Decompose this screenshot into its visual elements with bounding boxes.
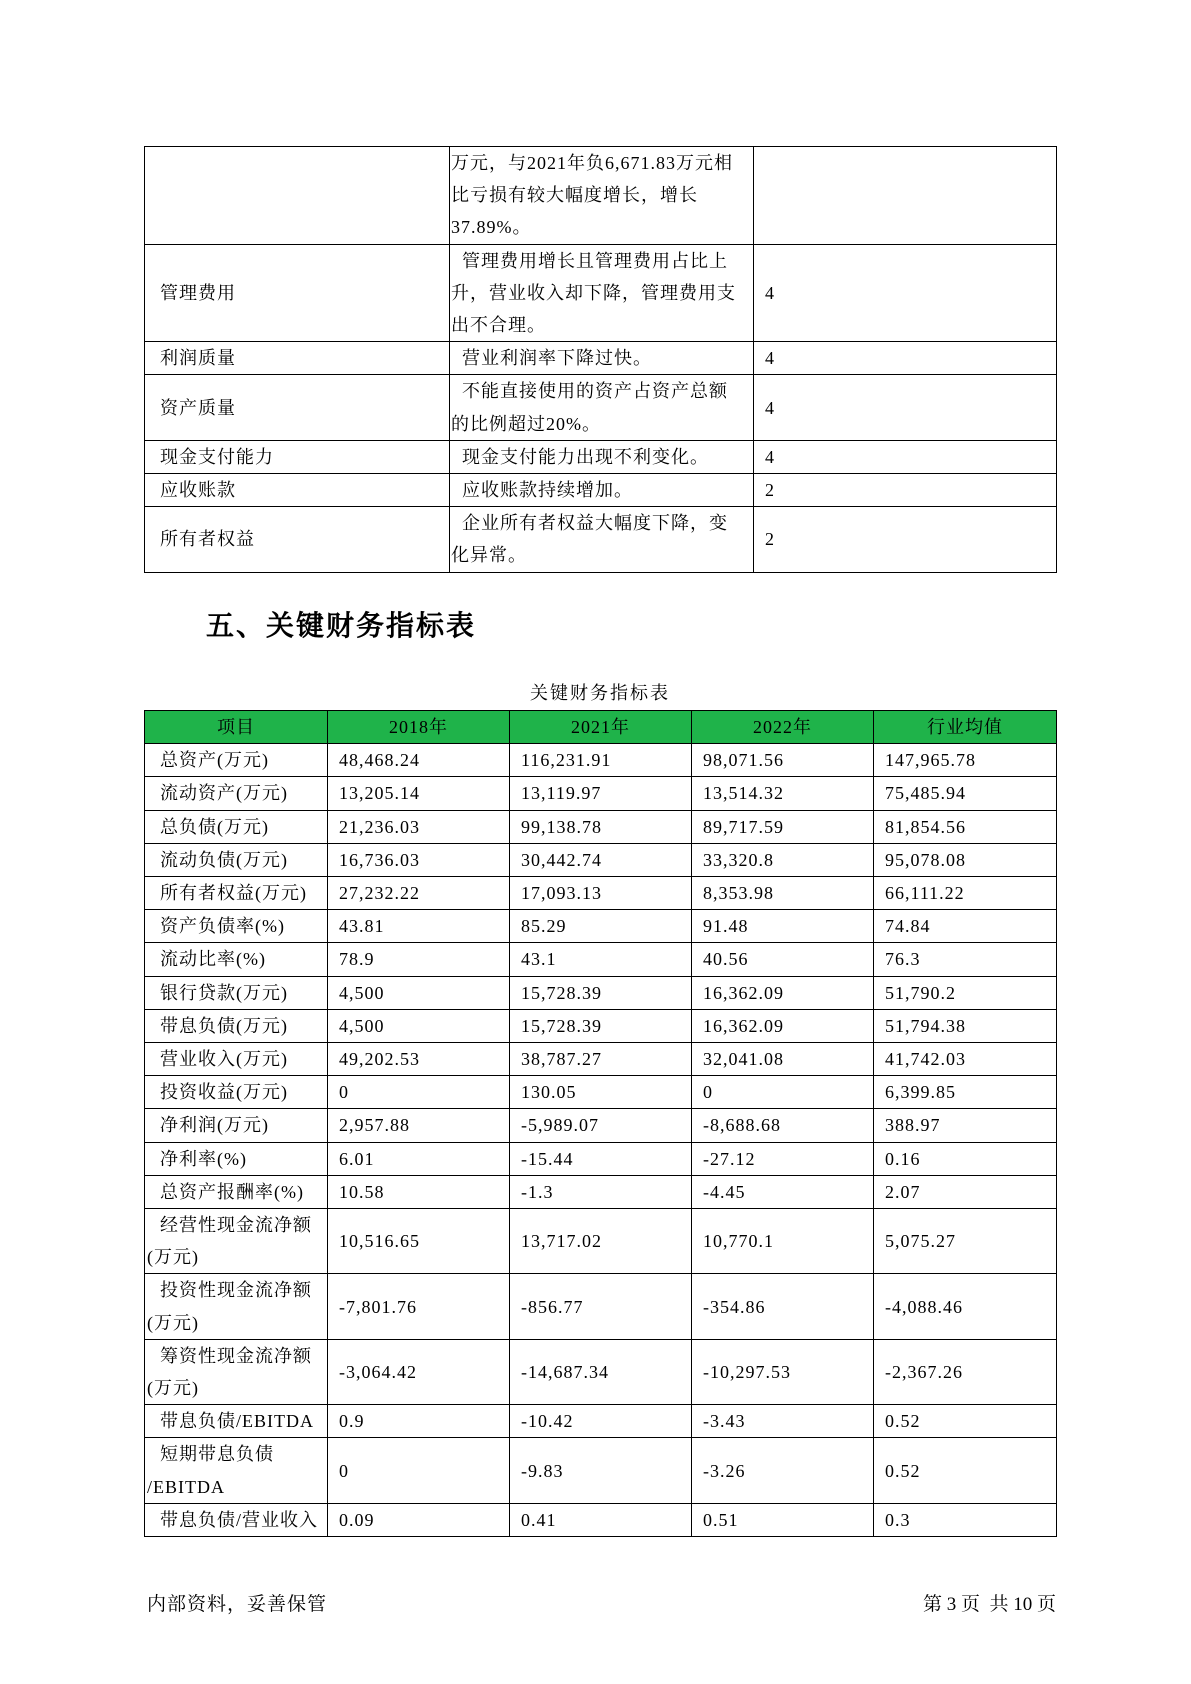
indicator-name: 筹资性现金流净额 (万元) — [145, 1339, 328, 1404]
value-2021: -15.44 — [510, 1142, 692, 1175]
value-industry-average: 388.97 — [874, 1109, 1057, 1142]
value-2022: -3.26 — [692, 1438, 874, 1503]
indicator-name: 经营性现金流净额 (万元) — [145, 1209, 328, 1274]
value-2021: -9.83 — [510, 1438, 692, 1503]
table-row — [145, 943, 1057, 976]
indicator-name: 总资产(万元) — [145, 744, 328, 777]
value-2021: 99,138.78 — [510, 810, 692, 843]
table-row — [145, 1405, 1057, 1438]
table-row — [145, 877, 1057, 910]
value-2018: 2,957.88 — [328, 1109, 510, 1142]
value-2018: -7,801.76 — [328, 1274, 510, 1339]
value-2021: 15,728.39 — [510, 976, 692, 1009]
confidential-notice: 内部资料，妥善保管 — [147, 1594, 328, 1615]
indicator-name: 资产负债率(%) — [145, 910, 328, 943]
value-2021: 30,442.74 — [510, 843, 692, 876]
value-2022: 0 — [692, 1076, 874, 1109]
value-2021: 116,231.91 — [510, 744, 692, 777]
indicator-name: 带息负债/EBITDA — [145, 1405, 328, 1438]
value-2018: 4,500 — [328, 976, 510, 1009]
risk-description: 应收账款持续增加。 — [450, 474, 754, 507]
table-row — [145, 375, 1057, 440]
value-industry-average: 76.3 — [874, 943, 1057, 976]
value-2018: 10.58 — [328, 1175, 510, 1208]
value-2018: 43.81 — [328, 910, 510, 943]
table-row — [145, 147, 1057, 245]
indicator-name: 净利率(%) — [145, 1142, 328, 1175]
value-2021: 43.1 — [510, 943, 692, 976]
value-industry-average: 0.52 — [874, 1405, 1057, 1438]
value-2018: 6.01 — [328, 1142, 510, 1175]
value-2018: 0.9 — [328, 1405, 510, 1438]
value-industry-average: 147,965.78 — [874, 744, 1057, 777]
indicator-name: 总负债(万元) — [145, 810, 328, 843]
value-2022: 32,041.08 — [692, 1043, 874, 1076]
column-header-2018: 2018年 — [328, 711, 510, 744]
value-2021: 17,093.13 — [510, 877, 692, 910]
value-industry-average: 5,075.27 — [874, 1209, 1057, 1274]
table-row — [145, 1142, 1057, 1175]
table-row — [145, 843, 1057, 876]
value-2022: -4.45 — [692, 1175, 874, 1208]
column-header-industry-average: 行业均值 — [874, 711, 1057, 744]
value-2018: 13,205.14 — [328, 777, 510, 810]
value-2021: 13,119.97 — [510, 777, 692, 810]
risk-assessment-table — [144, 146, 1057, 573]
value-2018: 0 — [328, 1076, 510, 1109]
table-row — [145, 1076, 1057, 1109]
risk-score: 4 — [754, 342, 1057, 375]
table-row — [145, 1009, 1057, 1042]
value-2021: -5,989.07 — [510, 1109, 692, 1142]
value-2022: -354.86 — [692, 1274, 874, 1339]
value-2018: 78.9 — [328, 943, 510, 976]
value-2022: -27.12 — [692, 1142, 874, 1175]
page-number: 第 3 页 共 10 页 — [922, 1594, 1056, 1615]
key-financial-indicator-table — [144, 710, 1057, 1537]
indicator-name: 投资性现金流净额 (万元) — [145, 1274, 328, 1339]
risk-item-label: 应收账款 — [145, 474, 450, 507]
value-2018: 10,516.65 — [328, 1209, 510, 1274]
indicator-header-row — [145, 711, 1057, 744]
value-industry-average: 95,078.08 — [874, 843, 1057, 876]
value-2021: -10.42 — [510, 1405, 692, 1438]
indicator-name: 带息负债(万元) — [145, 1009, 328, 1042]
indicator-name: 总资产报酬率(%) — [145, 1175, 328, 1208]
value-industry-average: 6,399.85 — [874, 1076, 1057, 1109]
indicator-name: 流动比率(%) — [145, 943, 328, 976]
table-caption: 关键财务指标表 — [530, 683, 670, 703]
risk-description: 现金支付能力出现不利变化。 — [450, 440, 754, 473]
risk-score: 4 — [754, 375, 1057, 440]
value-2022: 16,362.09 — [692, 1009, 874, 1042]
value-industry-average: 51,794.38 — [874, 1009, 1057, 1042]
value-2022: 40.56 — [692, 943, 874, 976]
indicator-name: 所有者权益(万元) — [145, 877, 328, 910]
value-2021: -1.3 — [510, 1175, 692, 1208]
indicator-name: 带息负债/营业收入 — [145, 1503, 328, 1536]
value-2022: 8,353.98 — [692, 877, 874, 910]
column-header-2021: 2021年 — [510, 711, 692, 744]
risk-score: 4 — [754, 440, 1057, 473]
table-row — [145, 1209, 1057, 1274]
table-row — [145, 440, 1057, 473]
table-row — [145, 342, 1057, 375]
table-row — [145, 1503, 1057, 1536]
value-2018: 27,232.22 — [328, 877, 510, 910]
risk-item-label: 现金支付能力 — [145, 440, 450, 473]
indicator-name: 净利润(万元) — [145, 1109, 328, 1142]
value-2022: 33,320.8 — [692, 843, 874, 876]
risk-description: 企业所有者权益大幅度下降，变 化异常。 — [450, 507, 754, 572]
risk-score: 4 — [754, 244, 1057, 342]
risk-description: 管理费用增长且管理费用占比上 升，营业收入却下降，管理费用支 出不合理。 — [450, 244, 754, 342]
value-2018: 0 — [328, 1438, 510, 1503]
table-row — [145, 777, 1057, 810]
value-2022: 10,770.1 — [692, 1209, 874, 1274]
value-2022: 0.51 — [692, 1503, 874, 1536]
value-2018: 16,736.03 — [328, 843, 510, 876]
value-2022: 91.48 — [692, 910, 874, 943]
value-industry-average: 0.3 — [874, 1503, 1057, 1536]
table-row — [145, 1109, 1057, 1142]
risk-score: 2 — [754, 507, 1057, 572]
value-industry-average: 74.84 — [874, 910, 1057, 943]
value-2018: 48,468.24 — [328, 744, 510, 777]
value-2018: -3,064.42 — [328, 1339, 510, 1404]
indicator-name: 银行贷款(万元) — [145, 976, 328, 1009]
value-2018: 49,202.53 — [328, 1043, 510, 1076]
risk-item-label: 所有者权益 — [145, 507, 450, 572]
section-heading: 五、关键财务指标表 — [206, 610, 477, 641]
risk-item-label — [145, 147, 450, 245]
value-2022: -3.43 — [692, 1405, 874, 1438]
column-header-item: 项目 — [145, 711, 328, 744]
value-industry-average: 41,742.03 — [874, 1043, 1057, 1076]
table-row — [145, 1339, 1057, 1404]
value-2021: 13,717.02 — [510, 1209, 692, 1274]
table-row — [145, 1274, 1057, 1339]
table-row — [145, 744, 1057, 777]
table-row — [145, 1175, 1057, 1208]
table-row — [145, 507, 1057, 572]
risk-description: 万元，与2021年负6,671.83万元相 比亏损有较大幅度增长，增长 37.89%。 — [450, 147, 754, 245]
risk-description: 营业利润率下降过快。 — [450, 342, 754, 375]
value-2022: 89,717.59 — [692, 810, 874, 843]
table-row — [145, 244, 1057, 342]
value-2022: 16,362.09 — [692, 976, 874, 1009]
table-row — [145, 474, 1057, 507]
value-industry-average: 66,111.22 — [874, 877, 1057, 910]
indicator-name: 营业收入(万元) — [145, 1043, 328, 1076]
indicator-name: 流动负债(万元) — [145, 843, 328, 876]
table-row — [145, 976, 1057, 1009]
value-industry-average: 75,485.94 — [874, 777, 1057, 810]
value-2018: 21,236.03 — [328, 810, 510, 843]
value-2022: -10,297.53 — [692, 1339, 874, 1404]
table-row — [145, 1043, 1057, 1076]
column-header-2022: 2022年 — [692, 711, 874, 744]
value-industry-average: 0.52 — [874, 1438, 1057, 1503]
value-industry-average: -4,088.46 — [874, 1274, 1057, 1339]
value-industry-average: -2,367.26 — [874, 1339, 1057, 1404]
table-row — [145, 910, 1057, 943]
risk-item-label: 管理费用 — [145, 244, 450, 342]
risk-score: 2 — [754, 474, 1057, 507]
value-2018: 4,500 — [328, 1009, 510, 1042]
indicator-name: 流动资产(万元) — [145, 777, 328, 810]
value-2021: -14,687.34 — [510, 1339, 692, 1404]
value-industry-average: 2.07 — [874, 1175, 1057, 1208]
risk-item-label: 资产质量 — [145, 375, 450, 440]
value-2018: 0.09 — [328, 1503, 510, 1536]
value-2021: 130.05 — [510, 1076, 692, 1109]
value-2021: 15,728.39 — [510, 1009, 692, 1042]
value-industry-average: 81,854.56 — [874, 810, 1057, 843]
value-2022: 13,514.32 — [692, 777, 874, 810]
value-2021: -856.77 — [510, 1274, 692, 1339]
value-industry-average: 51,790.2 — [874, 976, 1057, 1009]
value-2021: 38,787.27 — [510, 1043, 692, 1076]
value-industry-average: 0.16 — [874, 1142, 1057, 1175]
table-row — [145, 810, 1057, 843]
risk-score — [754, 147, 1057, 245]
indicator-name: 短期带息负债 /EBITDA — [145, 1438, 328, 1503]
value-2022: -8,688.68 — [692, 1109, 874, 1142]
value-2021: 0.41 — [510, 1503, 692, 1536]
indicator-name: 投资收益(万元) — [145, 1076, 328, 1109]
risk-description: 不能直接使用的资产占资产总额 的比例超过20%。 — [450, 375, 754, 440]
risk-item-label: 利润质量 — [145, 342, 450, 375]
value-2022: 98,071.56 — [692, 744, 874, 777]
table-row — [145, 1438, 1057, 1503]
value-2021: 85.29 — [510, 910, 692, 943]
